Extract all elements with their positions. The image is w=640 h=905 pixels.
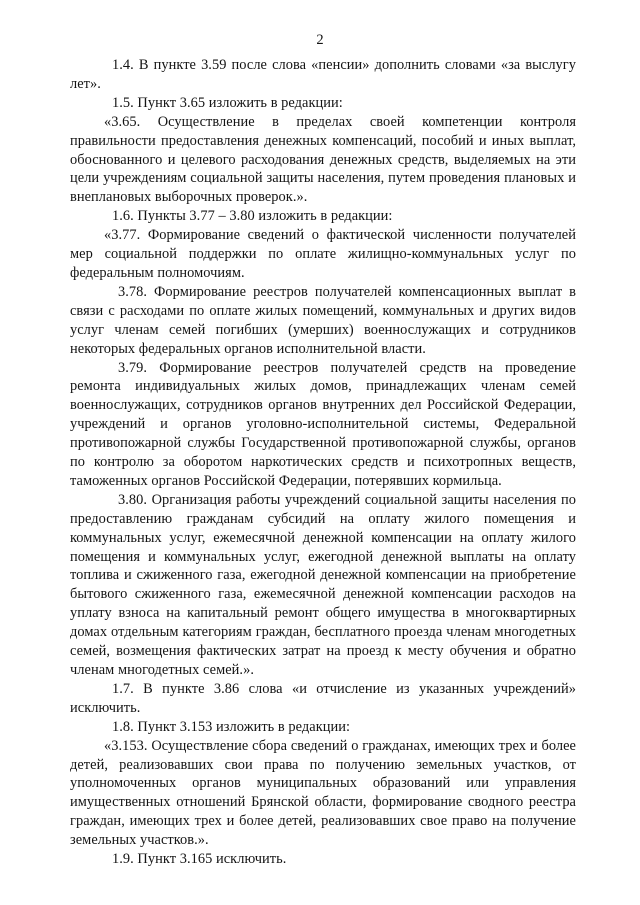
paragraph-3-77: «3.77. Формирование сведений о фактической численности получателей мер социальной поддержки по оплате жилищно-коммунальных услуг по федеральным полномочиям. — [70, 227, 576, 281]
page-number: 2 — [316, 32, 324, 48]
paragraph-1-7: 1.7. В пункте 3.86 слова «и отчисление из указанных учреждений» исключить. — [70, 680, 576, 716]
document-body — [70, 56, 576, 869]
paragraph-1-4: 1.4. В пункте 3.59 после слова «пенсии» дополнить словами «за выслугу лет». — [70, 57, 576, 92]
paragraph-1-8: 1.8. Пункт 3.153 изложить в редакции: — [112, 718, 351, 735]
paragraph-3-153: «3.153. Осуществление сбора сведений о гражданах, имеющих трех и более детей, реализовавших свои права по получению земельных участков, от уполномоченных органов муниципальных образований или управления имущественных отношений Брянской области, формирование сводного реестра граждан, имеющих трех и более детей, реализовавших свое право на получение земельных участков.». — [70, 737, 576, 849]
paragraph-1-6: 1.6. Пункты 3.77 – 3.80 изложить в редакции: — [112, 208, 393, 225]
paragraph-1-5: 1.5. Пункт 3.65 изложить в редакции: — [112, 94, 343, 111]
paragraph-3-80: 3.80. Организация работы учреждений социальной защиты населения по предоставлению гражданам субсидий на оплату жилого помещения и коммунальных услуг, ежемесячной денежной компенсации на оплату жилого помещения и коммунальных услуг, ежегодной денежной выплаты на оплату топлива и сжиженного газа, ежегодной денежной компенсации на приобретение бытового сжиженного газа, ежемесячной денежной компенсации расходов на уплату взноса на капитальный ремонт общего имущества в многоквартирных домах отдельным категориям граждан, бесплатного проезда членам многодетных семей, возмещения фактических затрат на проезд к месту обучения и обратно членам многодетных семей.». — [70, 491, 576, 678]
paragraph-3-78: 3.78. Формирование реестров получателей компенсационных выплат в связи с расходами по оплате жилых помещений, коммунальных и других видов услуг членам семей погибших (умерших) военнослужащих и сотрудников некоторых федеральных органов исполнительной власти. — [70, 283, 576, 357]
paragraph-3-65: «3.65. Осуществление в пределах своей компетенции контроля правильности предоставления денежных компенсаций, пособий и иных выплат, обоснованного и целевого расходования денежных средств, выделяемых на эти цели учреждениям социальной защиты населения, путем проведения плановых и внеплановых выборочных проверок.». — [70, 113, 576, 206]
paragraph-1-9: 1.9. Пункт 3.165 исключить. — [112, 851, 287, 868]
paragraph-3-79: 3.79. Формирование реестров получателей средств на проведение ремонта индивидуальных жилых домов, принадлежащих членам семей военнослужащих, сотрудников органов внутренних дел Российской Федерации, учреждений и органов уголовно-исполнительной системы, Федеральной противопожарной службы Государственной противопожарной службы, органов по контролю за оборотом наркотических средств и психотропных веществ, таможенных органов Российской Федерации, потерявших кормильца. — [70, 359, 576, 489]
